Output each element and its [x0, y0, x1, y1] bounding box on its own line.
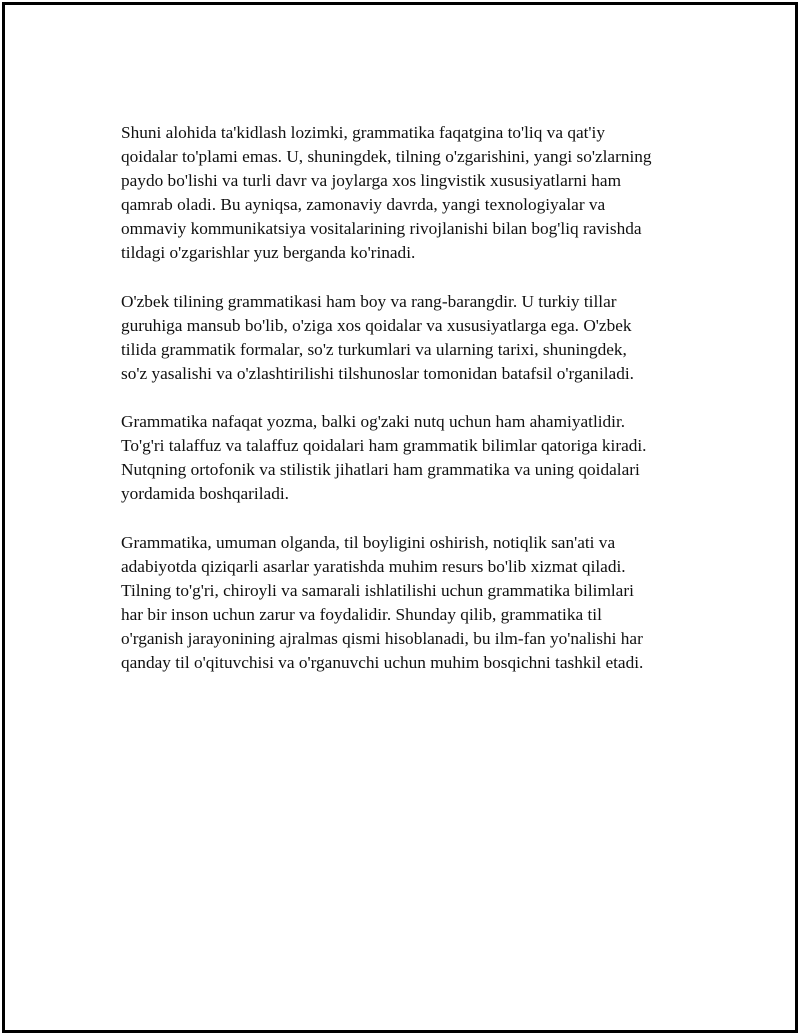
text-line: qamrab oladi. Bu ayniqsa, zamonaviy davrda, yangi texnologiyalar va — [121, 195, 606, 215]
text-line: har bir inson uchun zarur va foydalidir. Shunday qilib, grammatika til — [121, 604, 602, 624]
paragraph-1 — [121, 121, 691, 266]
text-line: Shuni alohida ta'kidlash lozimki, grammatika faqatgina to'liq va qat'iy — [121, 123, 605, 142]
text-line: adabiyotda qiziqarli asarlar yaratishda muhim resurs bo'lib xizmat qiladi. — [121, 556, 626, 576]
text-line: Nutqning ortofonik va stilistik jihatlari ham grammatika va uning qoidalari — [121, 460, 640, 480]
text-line: paydo bo'lishi va turli davr va joylarga xos lingvistik xususiyatlarni ham — [121, 171, 622, 191]
text-line: qoidalar to'plami emas. U, shuningdek, tilning o'zgarishini, yangi so'zlarning — [121, 147, 652, 167]
paragraph-3 — [121, 410, 691, 506]
text-line: Grammatika nafaqat yozma, balki og'zaki nutq uchun ham ahamiyatlidir. — [121, 412, 626, 432]
page-frame — [2, 2, 798, 1033]
text-line: To'g'ri talaffuz va talaffuz qoidalari ham grammatik bilimlar qatoriga kiradi. — [121, 436, 647, 456]
text-line: so'z yasalishi va o'zlashtirilishi tilshunoslar tomonidan batafsil o'rganiladi. — [121, 363, 634, 383]
document-body — [121, 121, 691, 699]
paragraph-2 — [121, 290, 691, 386]
text-line: Tilning to'g'ri, chiroyli va samarali ishlatilishi uchun grammatika bilimlari — [121, 580, 634, 600]
text-line: yordamida boshqariladi. — [121, 484, 289, 504]
text-line: tilida grammatik formalar, so'z turkumlari va ularning tarixi, shuningdek, — [121, 339, 627, 359]
text-line: tildagi o'zgarishlar yuz berganda ko'rinadi. — [121, 243, 416, 263]
text-line: ommaviy kommunikatsiya vositalarining rivojlanishi bilan bog'liq ravishda — [121, 219, 642, 239]
text-line: qanday til o'qituvchisi va o'rganuvchi uchun muhim bosqichni tashkil etadi. — [121, 653, 644, 673]
text-line: guruhiga mansub bo'lib, o'ziga xos qoidalar va xususiyatlarga ega. O'zbek — [121, 315, 632, 335]
text-line: Grammatika, umuman olganda, til boyligini oshirish, notiqlik san'ati va — [121, 532, 616, 552]
paragraph-4 — [121, 531, 691, 676]
text-line: O'zbek tilining grammatikasi ham boy va rang-barangdir. U turkiy tillar — [121, 291, 617, 311]
text-line: o'rganish jarayonining ajralmas qismi hisoblanadi, bu ilm-fan yo'nalishi har — [121, 628, 643, 648]
